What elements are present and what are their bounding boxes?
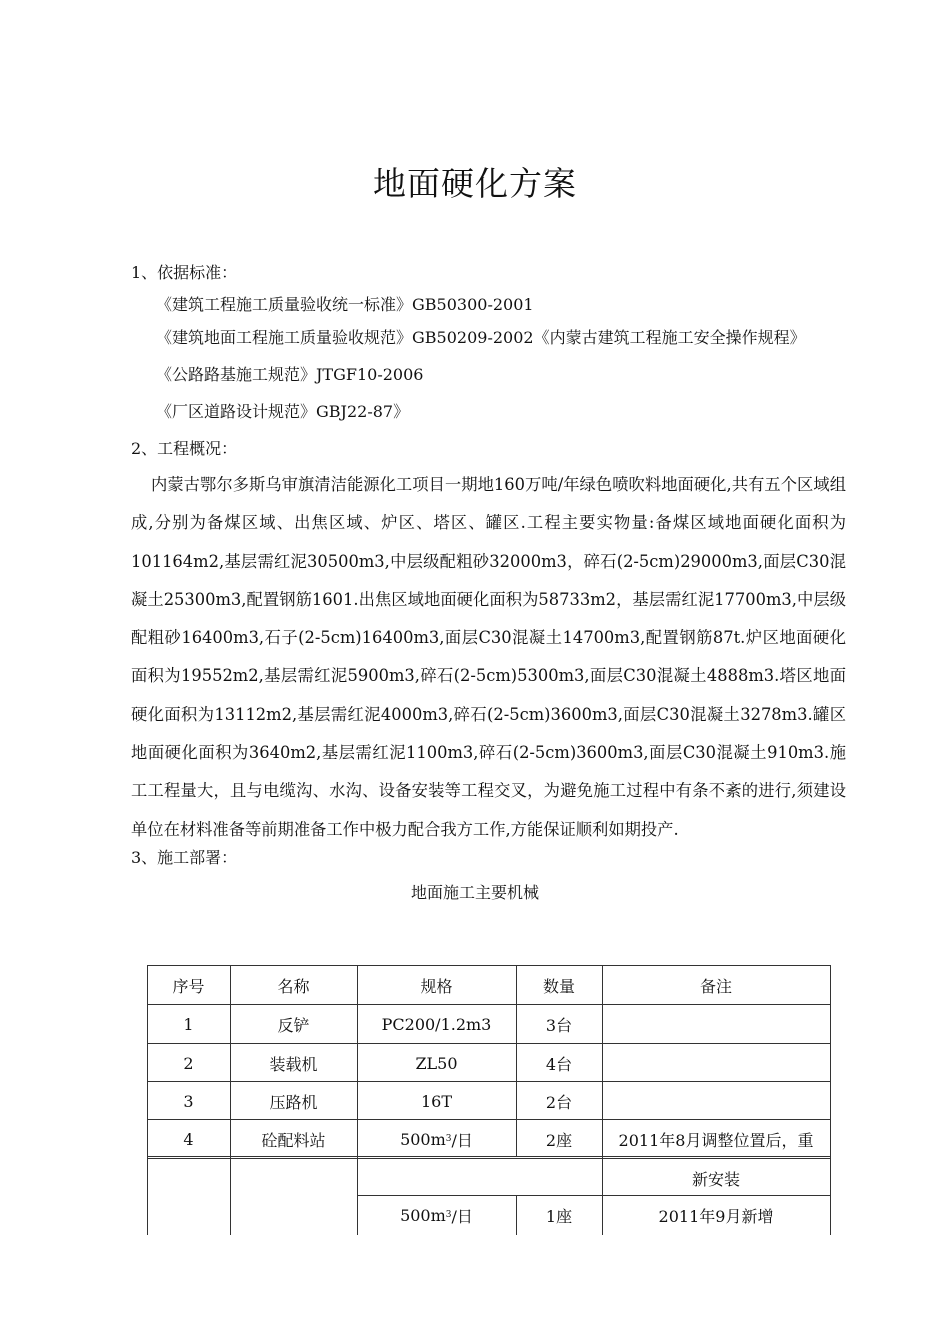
- table-cell-no: 3: [183, 1091, 194, 1111]
- table-cell-name: 反铲: [277, 1015, 310, 1035]
- header-name: 名称: [277, 976, 310, 996]
- table-cell-spec: [357, 1120, 516, 1158]
- header-spec: 规格: [420, 976, 453, 996]
- table-cell-qty: 2台: [545, 1092, 573, 1112]
- table-cell-no: 1: [183, 1014, 194, 1034]
- table-cell-name: 压路机: [269, 1092, 318, 1112]
- spec-value: 500m: [400, 1205, 446, 1225]
- table-cell-no: 4: [183, 1129, 194, 1149]
- table-cell-name: 砼配料站: [261, 1130, 326, 1150]
- table-cell-spec: PC200/1.2m3: [381, 1014, 492, 1034]
- section-3-heading: 3、施工部署：: [131, 848, 238, 867]
- table-cell-qty: 3台: [545, 1015, 573, 1035]
- table-cell-spec: 16T: [420, 1091, 453, 1111]
- table-caption: 地面施工主要机械: [410, 883, 539, 902]
- spec-superscript: 3: [445, 1134, 452, 1144]
- table-cell-note: 2011年8月调整位置后，重: [618, 1130, 814, 1150]
- table-cell-note: 新安装: [691, 1169, 740, 1189]
- table-cell-spec: ZL50: [415, 1053, 458, 1073]
- standard-item: 《厂区道路设计规范》GBJ22-87》: [156, 402, 410, 421]
- project-overview-paragraph: 内蒙古鄂尔多斯乌审旗清洁能源化工项目一期地160万吨/年绿色喷吹料地面硬化,共有五个区域组成,分别为备煤区域、出焦区域、炉区、塔区、罐区.工程主要实物量:备煤区域地面硬化面积为101164m2,基层需红泥30500m3,中层级配粗砂32000m3，碎石(2-5cm)29000m3,面层C30混凝土25300m3,配置钢筋1601.出焦区域地面硬化面积为58733m2，基层需红泥17700m3,中层级配粗砂16400m3,石子(2-5cm)16400m3,面层C30混凝土14700m3,配置钢筋87t.炉区地面硬化面积为19552m2,基层需红泥5900m3,碎石(2-5cm)5300m3,面层C30混凝土4888m3.塔区地面硬化面积为13112m2,基层需红泥4000m3,碎石(2-5cm)3600m3,面层C30混凝土3278m3.罐区地面硬化面积为3640m2,基层需红泥1100m3,碎石(2-5cm)3600m3,面层C30混凝土910m3.施工工程量大，且与电缆沟、水沟、设备安装等工程交叉，为避免施工过程中有条不紊的进行,须建设单位在材料准备等前期准备工作中极力配合我方工作,方能保证顺利如期投产.: [131, 475, 846, 839]
- section-1-heading: 1、依据标准：: [131, 263, 238, 282]
- page-title: 地面硬化方案: [373, 164, 577, 203]
- header-no: 序号: [172, 976, 205, 996]
- table-cell-spec: [357, 1196, 516, 1234]
- table-cell-note: 2011年9月新增: [658, 1206, 774, 1226]
- table-cell-name: 装载机: [269, 1054, 318, 1074]
- standard-item: 《建筑地面工程施工质量验收规范》GB50209-2002《内蒙古建筑工程施工安全操作规程》: [156, 328, 806, 347]
- header-qty: 数量: [542, 976, 575, 996]
- table-cell-qty: 2座: [545, 1130, 573, 1150]
- spec-value: 500m: [400, 1129, 446, 1149]
- table-cell-qty: 1座: [545, 1206, 573, 1226]
- spec-superscript: 3: [445, 1210, 452, 1220]
- spec-unit: /日: [451, 1206, 473, 1226]
- standard-item: 《建筑工程施工质量验收统一标准》GB50300-2001: [156, 295, 534, 314]
- section-2-heading: 2、工程概况：: [131, 439, 238, 458]
- table-cell-qty: 4台: [545, 1054, 573, 1074]
- table-cell-no: 2: [183, 1053, 194, 1073]
- standard-item: 《公路路基施工规范》JTGF10-2006: [156, 365, 424, 384]
- spec-unit: /日: [451, 1130, 473, 1150]
- header-note: 备注: [699, 976, 732, 996]
